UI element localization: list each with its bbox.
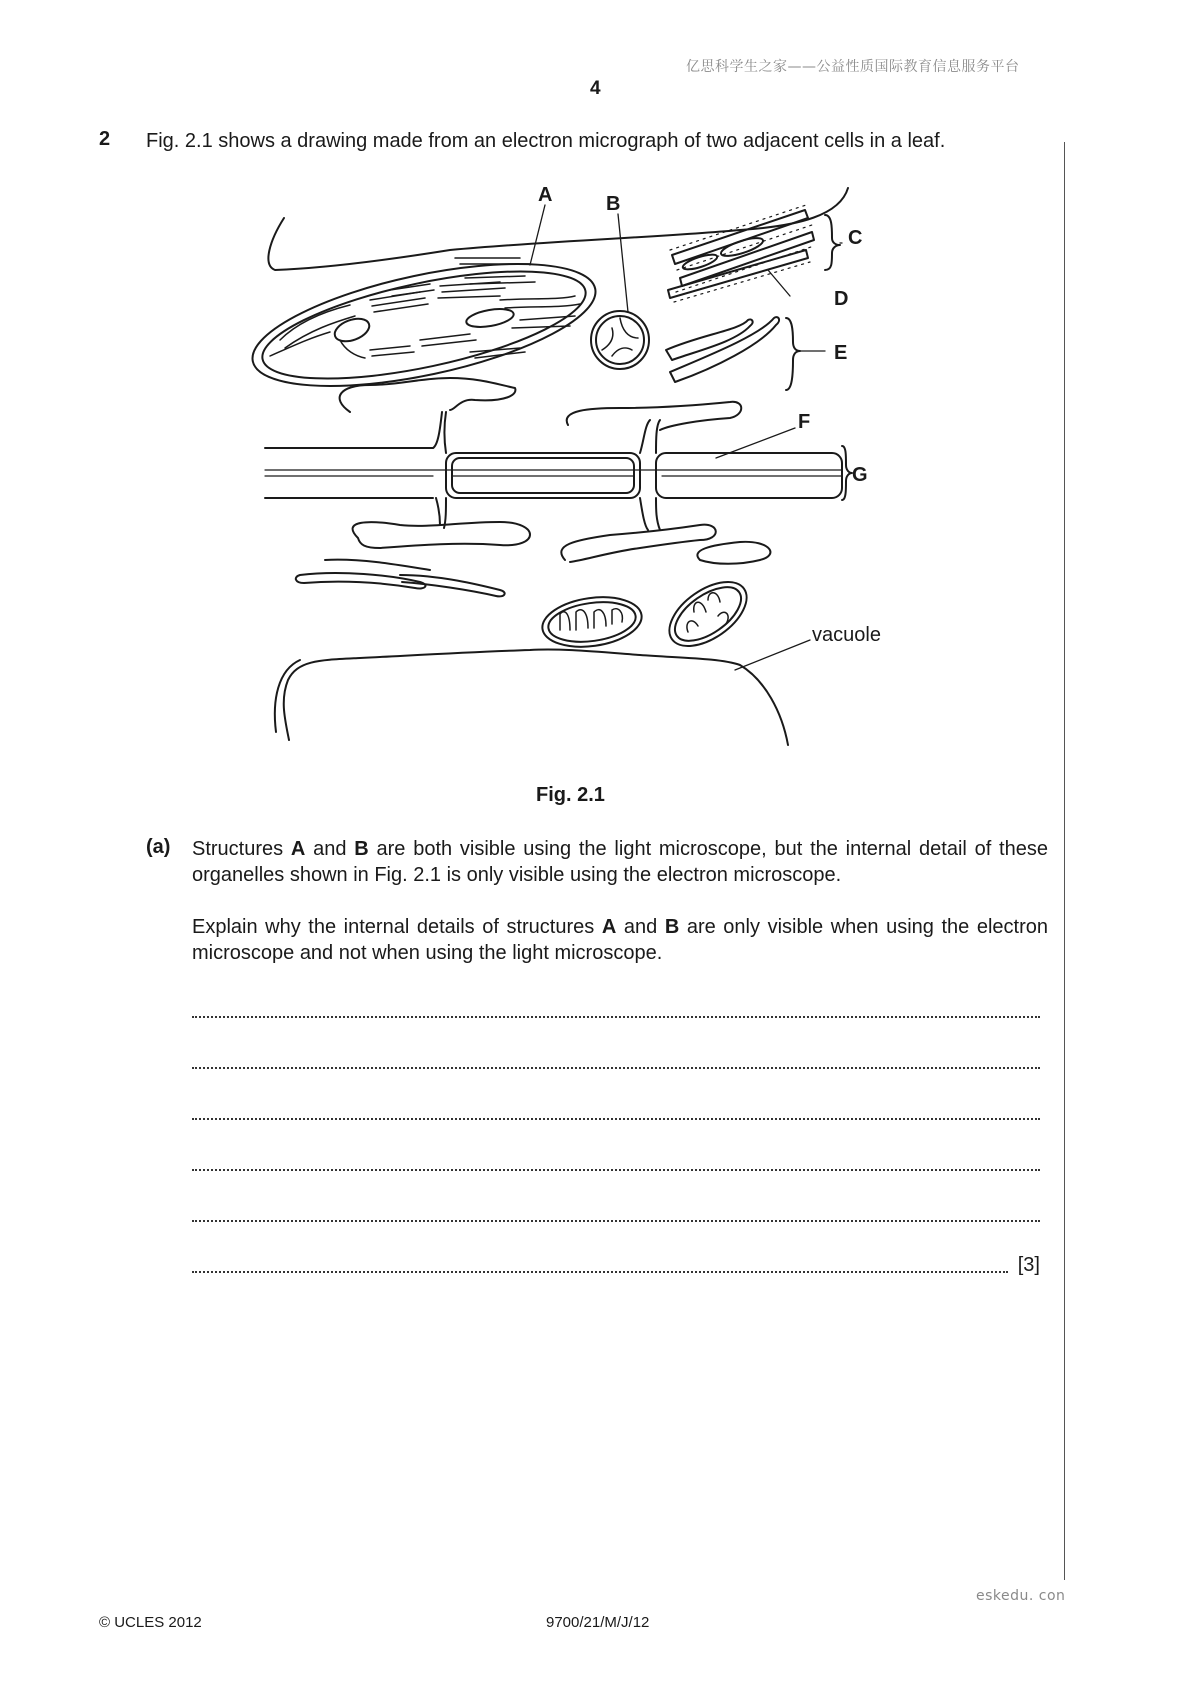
upper-er-left <box>340 378 516 412</box>
marks-allocation: [3] <box>1017 1254 1040 1276</box>
bracket-e <box>786 318 800 390</box>
leader-vacuole <box>735 640 810 670</box>
cell-diagram <box>0 0 1191 760</box>
answer-line-1[interactable] <box>192 998 1040 1022</box>
leader-a <box>530 205 545 265</box>
answer-line-5[interactable] <box>192 1202 1040 1226</box>
bracket-c <box>825 215 840 270</box>
leader-d <box>768 270 790 296</box>
part-a-paragraph-2: Explain why the internal details of structures A and B are only visible when using the electron microscope and not when using the light microscope. <box>192 916 1048 964</box>
smooth-er-e <box>666 317 779 382</box>
rough-er-c <box>668 205 814 302</box>
footer-copyright: © UCLES 2012 <box>99 1614 202 1631</box>
label-vacuole: vacuole <box>812 624 881 646</box>
cell-wall-g <box>265 412 842 530</box>
bracket-g <box>842 446 852 500</box>
answer-line-6[interactable] <box>192 1253 1040 1277</box>
lower-er-5 <box>400 575 505 596</box>
header-watermark: 亿思科学生之家——公益性质国际教育信息服务平台 <box>686 59 1020 75</box>
upper-er-right <box>567 402 742 430</box>
label-a: A <box>538 184 553 206</box>
label-e: E <box>834 342 848 364</box>
footer-site: eskedu. con <box>976 1588 1066 1604</box>
question-intro: Fig. 2.1 shows a drawing made from an electron micrograph of two adjacent cells in a leaf. <box>146 130 946 152</box>
lower-er-2 <box>561 525 715 562</box>
mitochondrion-lower-left <box>539 591 645 652</box>
part-a-paragraph-1: Structures A and B are both visible using the light microscope, but the internal detail of these organelles shown in Fig. 2.1 is only visible using the electron microscope. <box>192 838 1048 886</box>
lower-er-3 <box>697 542 770 564</box>
part-a-label: (a) <box>146 836 171 858</box>
answer-line-4[interactable] <box>192 1151 1040 1175</box>
mitochondrion-b <box>591 311 649 369</box>
answer-line-3[interactable] <box>192 1100 1040 1124</box>
leader-b <box>618 214 628 312</box>
lower-er-1 <box>353 522 530 548</box>
figure-caption: Fig. 2.1 <box>536 784 605 806</box>
label-c: C <box>848 227 863 249</box>
label-g: G <box>852 464 868 486</box>
lower-er-6 <box>325 560 430 570</box>
label-f: F <box>798 411 811 433</box>
question-number: 2 <box>99 128 111 150</box>
footer-paper-code: 9700/21/M/J/12 <box>546 1614 650 1631</box>
page-number: 4 <box>590 78 601 99</box>
chloroplast-a <box>242 240 605 411</box>
label-d: D <box>834 288 849 310</box>
vacuole-membrane <box>284 649 788 745</box>
label-b: B <box>606 193 621 215</box>
answer-line-2[interactable] <box>192 1049 1040 1073</box>
mitochondrion-lower-right <box>658 569 758 659</box>
